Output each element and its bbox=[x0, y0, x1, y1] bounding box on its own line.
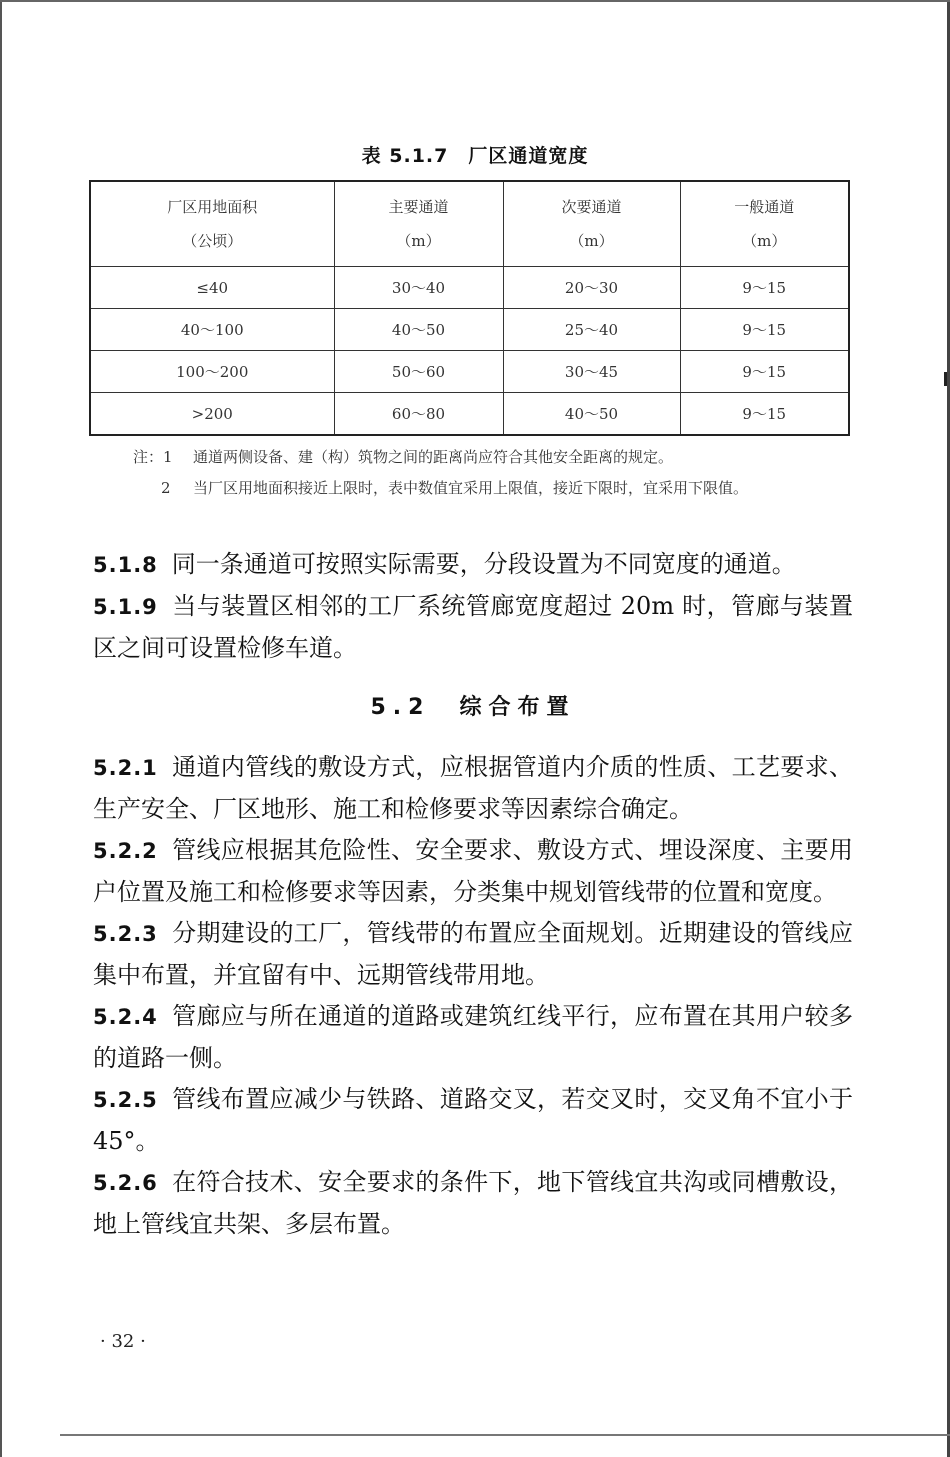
clause-number: 5.1.9 bbox=[93, 595, 158, 619]
note-number: 注：1 bbox=[133, 448, 173, 466]
clause-text: 管廊应与所在通道的道路或建筑红线平行，应布置在其用户较多的道路一侧。 bbox=[93, 1002, 853, 1072]
scan-border-bottom bbox=[60, 1434, 950, 1436]
header-secondary-road bbox=[503, 181, 680, 267]
table-note bbox=[133, 442, 853, 473]
header-main-road bbox=[334, 181, 503, 267]
cell-site-area: 100～200 bbox=[90, 351, 334, 393]
scan-border-top bbox=[0, 0, 950, 2]
header-label: 厂区用地面积 bbox=[167, 198, 258, 216]
header-label: 次要通道 bbox=[561, 198, 622, 216]
scan-edge-mark bbox=[944, 372, 947, 386]
clause-text: 同一条通道可按照实际需要，分段设置为不同宽度的通道。 bbox=[171, 550, 796, 578]
header-unit: （m） bbox=[742, 232, 787, 250]
cell-secondary-road: 20～30 bbox=[503, 267, 680, 309]
clause-paragraph bbox=[93, 913, 853, 996]
cell-general-road: 9～15 bbox=[680, 393, 849, 436]
clause-text: 在符合技术、安全要求的条件下，地下管线宜共沟或同槽敷设，地上管线宜共架、多层布置。 bbox=[93, 1168, 853, 1238]
clause-paragraph bbox=[93, 747, 853, 830]
table-row bbox=[90, 393, 849, 436]
header-site-area bbox=[90, 181, 334, 267]
scan-border-left bbox=[0, 0, 2, 1457]
clause-number: 5.2.3 bbox=[93, 922, 158, 946]
clause-number: 5.2.2 bbox=[93, 839, 158, 863]
note-text: 通道两侧设备、建（构）筑物之间的距离尚应符合其他安全距离的规定。 bbox=[193, 448, 674, 466]
note-text: 当厂区用地面积接近上限时，表中数值宜采用上限值，接近下限时，宜采用下限值。 bbox=[193, 479, 749, 497]
clause-paragraph bbox=[93, 544, 853, 586]
clause-text: 当与装置区相邻的工厂系统管廊宽度超过 20m 时，管廊与装置区之间可设置检修车道。 bbox=[93, 592, 853, 662]
cell-main-road: 40～50 bbox=[334, 309, 503, 351]
clause-text: 分期建设的工厂，管线带的布置应全面规划。近期建设的管线应集中布置，并宜留有中、远期管线带用地。 bbox=[93, 919, 853, 989]
document-body bbox=[93, 544, 853, 1245]
clause-number: 5.2.6 bbox=[93, 1171, 158, 1195]
clause-number: 5.2.5 bbox=[93, 1088, 158, 1112]
header-label: 主要通道 bbox=[388, 198, 449, 216]
cell-secondary-road: 25～40 bbox=[503, 309, 680, 351]
cell-main-road: 30～40 bbox=[334, 267, 503, 309]
clause-paragraph bbox=[93, 1079, 853, 1162]
table-title: 表 5.1.7 厂区通道宽度 bbox=[361, 145, 589, 167]
cell-site-area: 40～100 bbox=[90, 309, 334, 351]
header-general-road bbox=[680, 181, 849, 267]
clause-paragraph bbox=[93, 586, 853, 669]
table-header-row bbox=[90, 181, 849, 267]
cell-site-area: ≤40 bbox=[90, 267, 334, 309]
cell-general-road: 9～15 bbox=[680, 267, 849, 309]
clause-text: 通道内管线的敷设方式，应根据管道内介质的性质、工艺要求、生产安全、厂区地形、施工和检修要求等因素综合确定。 bbox=[93, 753, 853, 823]
cell-main-road: 60～80 bbox=[334, 393, 503, 436]
clause-paragraph bbox=[93, 996, 853, 1079]
header-unit: （m） bbox=[569, 232, 614, 250]
table-row bbox=[90, 351, 849, 393]
cell-main-road: 50～60 bbox=[334, 351, 503, 393]
table-note bbox=[133, 473, 853, 504]
clause-text: 管线布置应减少与铁路、道路交叉，若交叉时，交叉角不宜小于 45°。 bbox=[93, 1085, 853, 1155]
clause-number: 5.2.4 bbox=[93, 1005, 158, 1029]
cell-secondary-road: 40～50 bbox=[503, 393, 680, 436]
cell-site-area: >200 bbox=[90, 393, 334, 436]
cell-general-road: 9～15 bbox=[680, 309, 849, 351]
cell-secondary-road: 30～45 bbox=[503, 351, 680, 393]
clause-number: 5.2.1 bbox=[93, 756, 158, 780]
header-label: 一般通道 bbox=[734, 198, 795, 216]
road-width-table bbox=[89, 180, 850, 436]
cell-general-road: 9～15 bbox=[680, 351, 849, 393]
note-number: 2 bbox=[161, 479, 171, 497]
clause-number: 5.1.8 bbox=[93, 553, 158, 577]
clause-paragraph bbox=[93, 830, 853, 913]
table-notes bbox=[133, 442, 853, 504]
table-row bbox=[90, 309, 849, 351]
header-unit: （m） bbox=[396, 232, 441, 250]
section-heading: 5.2 综合布置 bbox=[370, 695, 576, 720]
table-row bbox=[90, 267, 849, 309]
clause-paragraph bbox=[93, 1162, 853, 1245]
header-unit: （公顷） bbox=[182, 232, 243, 250]
page-number: · 32 · bbox=[100, 1331, 146, 1352]
clause-text: 管线应根据其危险性、安全要求、敷设方式、埋设深度、主要用户位置及施工和检修要求等因素，分类集中规划管线带的位置和宽度。 bbox=[93, 836, 853, 906]
